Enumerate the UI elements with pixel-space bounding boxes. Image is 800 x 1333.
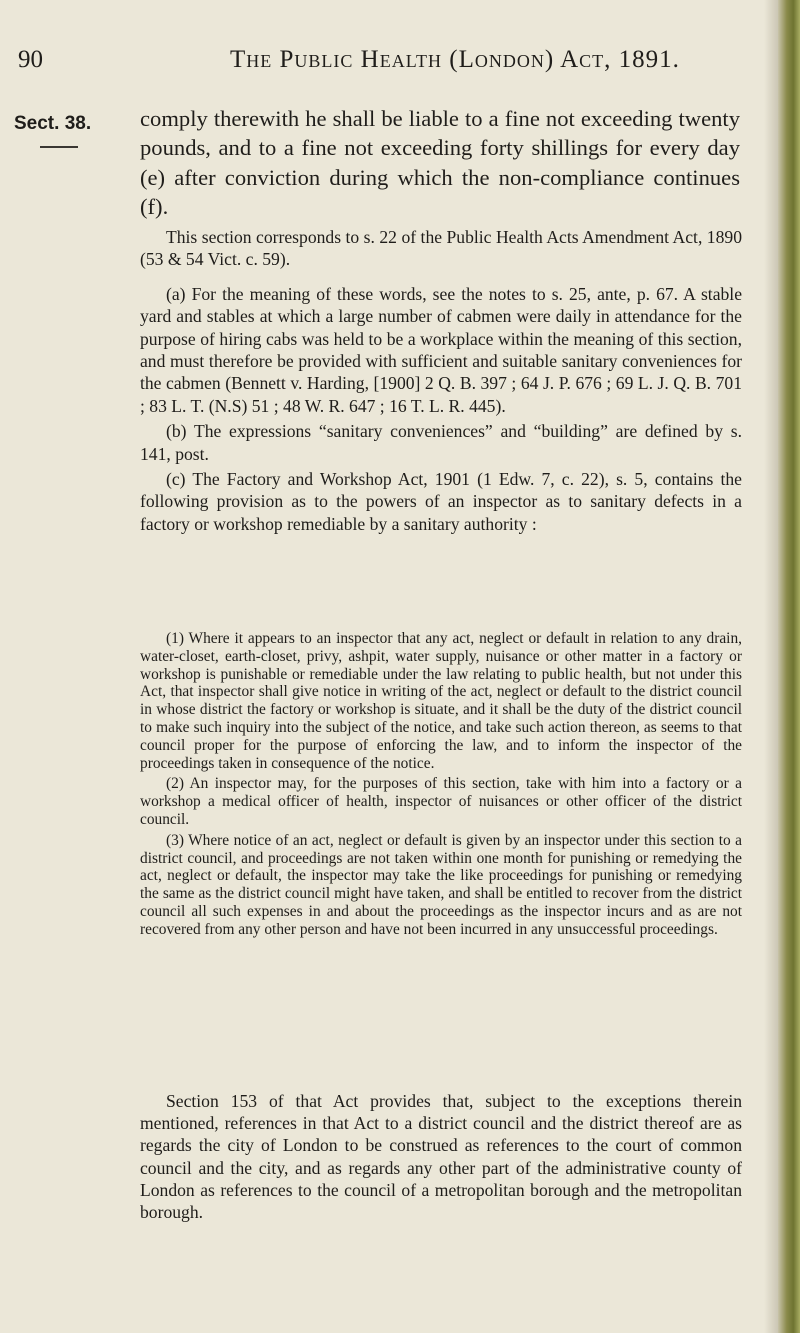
section-label: Sect. 38.: [14, 113, 92, 134]
section-rule: [40, 146, 78, 148]
note-b: (b) The expressions “sanitary conveniences” and “building” are defined by s. 141, post.: [140, 421, 742, 464]
quoted-provisions: [140, 630, 742, 942]
note-c: (c) The Factory and Workshop Act, 1901 (1 Edw. 7, c. 22), s. 5, contains the following provision as to the powers of an inspector as to sanitary defects in a factory or workshop remediable by a sanitary authority :: [140, 469, 742, 534]
provision-1: (1) Where it appears to an inspector that any act, neglect or default in relation to any drain, water-closet, earth-closet, privy, ashpit, water supply, nuisance or other matter in a factory or workshop is punishable or remediable under the law relating to public health, but not under this Act, that inspector shall give notice in writing of the act, neglect or default to the district council in whose district the factory or workshop is situate, and it shall be the duty of the district council to make such inquiry into the subject of the notice, and take such action thereon, as seems to that council proper for the purpose of enforcing the law, and to inform the inspector of the proceedings taken in consequence of the notice.: [140, 630, 742, 772]
running-title: The Public Health (London) Act, 1891.: [230, 46, 680, 73]
notes-block: [140, 226, 742, 538]
closing-text: Section 153 of that Act provides that, subject to the exceptions therein mentioned, references in that Act to a district council and the district thereof are as regards the city of London to be construed as references to the court of common council and the city, and as regards any other part of the administrative county of London as references to the council of a metropolitan borough and the metropolitan borough.: [140, 1091, 742, 1223]
note-a: (a) For the meaning of these words, see the notes to s. 25, ante, p. 67. A stable yard and stables at which a large number of cabmen were daily in attendance for the purpose of hiring cabs was held to be a workplace within the meaning of this section, and must therefore be provided with sufficient and suitable sanitary conveniences for the cabmen (Bennett v. Harding, [1900] 2 Q. B. 397 ; 64 J. P. 676 ; 69 L. J. Q. B. 701 ; 83 L. T. (N.S) 51 ; 48 W. R. 647 ; 16 T. L. R. 445).: [140, 283, 742, 416]
page-header: [0, 46, 780, 86]
page-edge: [778, 0, 800, 1333]
closing-paragraph: [140, 1090, 742, 1223]
page-gutter-shadow: [764, 0, 778, 1333]
provision-3: (3) Where notice of an act, neglect or default is given by an inspector under this section to a district council, and proceedings are not taken within one month for punishing or remedying the act, neglect or default, the inspector may take the like proceedings for punishing or remedying the same as the district council might have taken, and shall be entitled to recover from the district council all such expenses in and about the proceedings as the inspector incurs and as are not recovered from any other person and have not been incurred in any unsuccessful proceedings.: [140, 831, 742, 938]
provision-2: (2) An inspector may, for the purposes of this section, take with him into a factory or a workshop a medical officer of health, inspector of nuisances or other officer of the district council.: [140, 775, 742, 828]
note-intro: This section corresponds to s. 22 of the Public Health Acts Amendment Act, 1890 (53 & 54 Vict. c. 59).: [140, 227, 742, 270]
page-number: 90: [18, 46, 43, 73]
statute-text: comply therewith he shall be liable to a fine not exceeding twenty pounds, and to a fine not exceeding forty shillings for every day (e) after conviction during which the non-compliance continues (f).: [140, 106, 740, 219]
